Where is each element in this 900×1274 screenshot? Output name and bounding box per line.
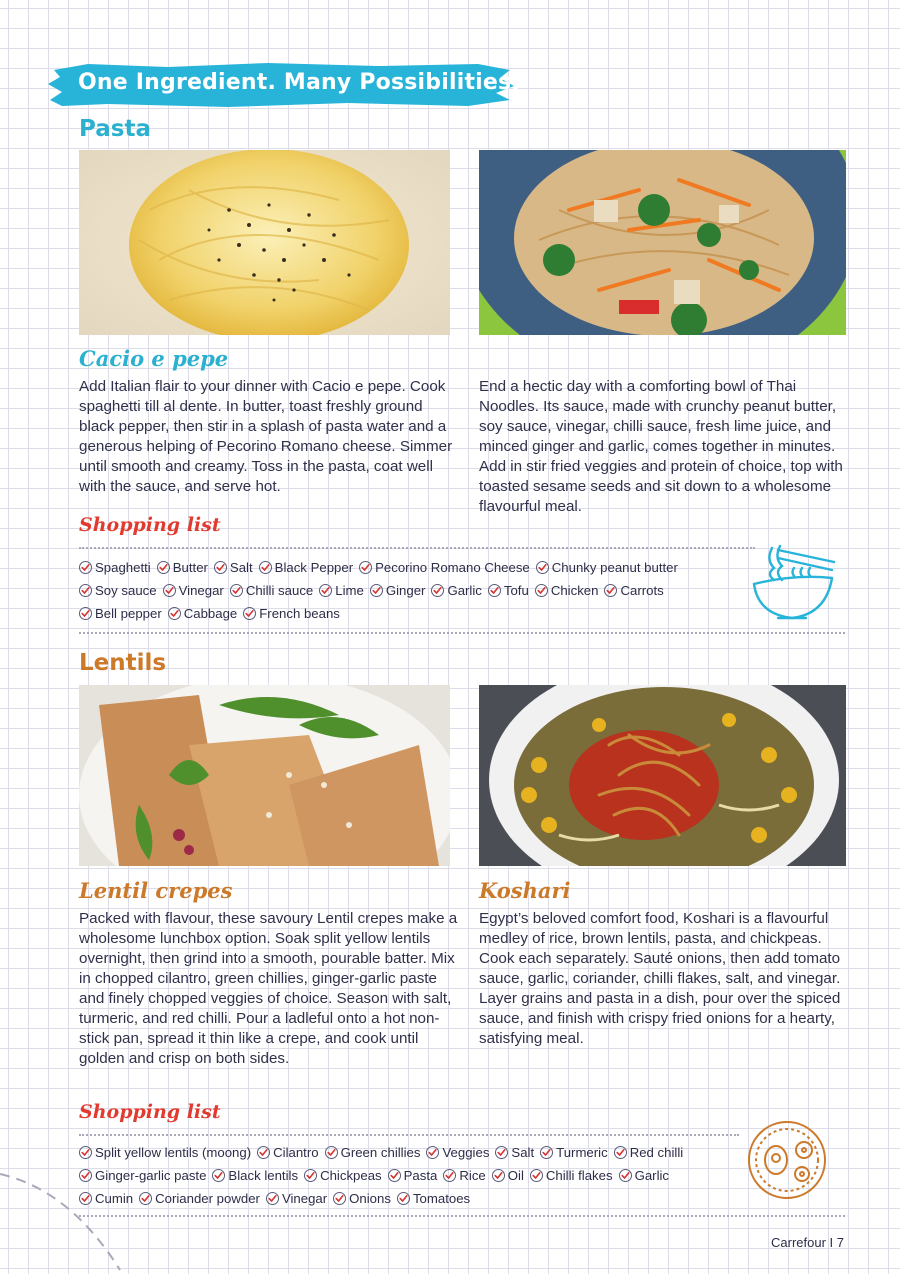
shopping-list-item xyxy=(359,560,530,575)
shopping-list-item-label: Ginger xyxy=(385,583,426,598)
banner-title: One Ingredient. Many Possibilities. xyxy=(78,70,520,95)
lentil-crepes-photo xyxy=(79,685,450,866)
shopping-list-item xyxy=(614,1145,684,1160)
shopping-list-item-label: Tomatoes xyxy=(412,1191,471,1206)
page-banner xyxy=(48,62,520,108)
shopping-list-item xyxy=(536,560,678,575)
check-circle-icon xyxy=(168,607,181,620)
shopping-list-item xyxy=(540,1145,608,1160)
shopping-list-item xyxy=(488,583,529,598)
shopping-list-pasta xyxy=(79,556,749,625)
shopping-list-item xyxy=(212,1168,298,1183)
shopping-list-item-label: Garlic xyxy=(447,583,482,598)
shopping-list-item-label: Chickpeas xyxy=(320,1168,382,1183)
shopping-list-item xyxy=(535,583,599,598)
check-circle-icon xyxy=(333,1192,346,1205)
shopping-list-item-label: Lime xyxy=(335,583,364,598)
check-circle-icon xyxy=(79,584,92,597)
shopping-list-item xyxy=(431,583,481,598)
check-circle-icon xyxy=(304,1169,317,1182)
shopping-list-item-label: Turmeric xyxy=(556,1145,608,1160)
check-circle-icon xyxy=(163,584,176,597)
check-circle-icon xyxy=(397,1192,410,1205)
shopping-list-item xyxy=(168,606,238,621)
shopping-list-item-label: Cumin xyxy=(95,1191,134,1206)
check-circle-icon xyxy=(266,1192,279,1205)
check-circle-icon xyxy=(319,584,332,597)
recipe-title-koshari: Koshari xyxy=(479,878,571,903)
shopping-list-item-label: Carrots xyxy=(620,583,664,598)
shopping-list-item-label: Oil xyxy=(507,1168,524,1183)
shopping-list-item-label: Black Pepper xyxy=(274,560,354,575)
shopping-list-item xyxy=(259,560,353,575)
check-circle-icon xyxy=(257,1146,270,1159)
shopping-list-item-label: Veggies xyxy=(442,1145,490,1160)
shopping-list-row xyxy=(79,1187,749,1210)
check-circle-icon xyxy=(157,561,170,574)
shopping-list-item-label: Garlic xyxy=(634,1168,670,1183)
shopping-list-item xyxy=(397,1191,470,1206)
shopping-list-item-label: Pasta xyxy=(403,1168,438,1183)
noodle-bowl-icon xyxy=(748,540,840,624)
divider-dotted xyxy=(79,1215,845,1217)
recipe-text-koshari: Egypt’s beloved comfort food, Koshari is a flavourful medley of rice, brown lentils, pasta, and chickpeas. Cook each separately. Sauté onions, then add tomato sauce, garlic, coriander, chilli flakes, salt, and vinegar. Layer grains and pasta in a dish, pour over the spiced sauce, and finish with crispy fried onions for a hearty, satisfying meal. xyxy=(479,910,841,1047)
shopping-list-item xyxy=(388,1168,438,1183)
shopping-list-item-label: Pecorino Romano Cheese xyxy=(375,560,530,575)
check-circle-icon xyxy=(388,1169,401,1182)
shopping-list-item xyxy=(79,583,157,598)
check-circle-icon xyxy=(536,561,549,574)
check-circle-icon xyxy=(139,1192,152,1205)
shopping-list-item xyxy=(443,1168,485,1183)
shopping-list-item xyxy=(370,583,426,598)
shopping-list-row xyxy=(79,1141,749,1164)
recipe-title-cacio-e-pepe: Cacio e pepe xyxy=(79,346,229,371)
shopping-list-item-label: Chunky peanut butter xyxy=(551,560,678,575)
shopping-list-item-label: Ginger-garlic paste xyxy=(95,1168,207,1183)
check-circle-icon xyxy=(614,1146,627,1159)
shopping-list-item-label: Cilantro xyxy=(273,1145,319,1160)
shopping-list-item-label: Green chillies xyxy=(340,1145,421,1160)
check-circle-icon xyxy=(535,584,548,597)
check-circle-icon xyxy=(370,584,383,597)
shopping-list-item-label: French beans xyxy=(259,606,340,621)
shopping-list-item xyxy=(79,560,151,575)
check-circle-icon xyxy=(79,1146,92,1159)
divider-dotted xyxy=(79,1134,739,1136)
shopping-list-item xyxy=(79,1145,251,1160)
shopping-list-item-label: Salt xyxy=(511,1145,535,1160)
check-circle-icon xyxy=(540,1146,553,1159)
check-circle-icon xyxy=(604,584,617,597)
check-circle-icon xyxy=(495,1146,508,1159)
shopping-list-lentils xyxy=(79,1141,749,1210)
shopping-list-item xyxy=(530,1168,613,1183)
thai-noodles-photo xyxy=(479,150,846,335)
shopping-list-item-label: Split yellow lentils (moong) xyxy=(95,1145,252,1160)
check-circle-icon xyxy=(79,561,92,574)
page-footer: Carrefour I 7 xyxy=(771,1235,844,1250)
shopping-list-title-lentils: Shopping list xyxy=(79,1101,221,1123)
shopping-list-item xyxy=(333,1191,391,1206)
shopping-list-item xyxy=(319,583,364,598)
shopping-list-item xyxy=(79,1191,133,1206)
shopping-list-item-label: Bell pepper xyxy=(95,606,162,621)
check-circle-icon xyxy=(426,1146,439,1159)
check-circle-icon xyxy=(243,607,256,620)
check-circle-icon xyxy=(488,584,501,597)
shopping-list-item xyxy=(426,1145,489,1160)
check-circle-icon xyxy=(359,561,372,574)
shopping-list-item-label: Soy sauce xyxy=(95,583,157,598)
check-circle-icon xyxy=(79,607,92,620)
shopping-list-item xyxy=(495,1145,534,1160)
check-circle-icon xyxy=(79,1169,92,1182)
shopping-list-item-label: Butter xyxy=(172,560,208,575)
check-circle-icon xyxy=(443,1169,456,1182)
shopping-list-title-pasta: Shopping list xyxy=(79,514,221,536)
shopping-list-item-label: Onions xyxy=(349,1191,391,1206)
section-title-lentils: Lentils xyxy=(79,650,167,676)
check-circle-icon xyxy=(530,1169,543,1182)
check-circle-icon xyxy=(212,1169,225,1182)
shopping-list-item-label: Chilli sauce xyxy=(245,583,314,598)
shopping-list-item-label: Cabbage xyxy=(183,606,238,621)
shopping-list-item-label: Tofu xyxy=(503,583,529,598)
shopping-list-item xyxy=(492,1168,524,1183)
shopping-list-row xyxy=(79,579,749,602)
recipe-text-thai-noodles: End a hectic day with a comforting bowl of Thai Noodles. Its sauce, made with crunchy peanut butter, soy sauce, vinegar, chilli sauce, fresh lime juice, and minced ginger and garlic, comes together in minutes. Add in stir fried veggies and protein of choice, top with toasted sesame seeds and sit down to a wholesome flavourful meal. xyxy=(479,378,843,515)
recipe-text-cacio-e-pepe: Add Italian flair to your dinner with Cacio e pepe. Cook spaghetti till al dente. In butter, toast freshly ground black pepper, then stir in a splash of pasta water and a generous helping of Pecorino Romano cheese. Simmer until smooth and creamy. Toss in the pasta, coat well with the sauce, and serve hot. xyxy=(79,378,453,495)
shopping-list-item xyxy=(214,560,253,575)
shopping-list-item-label: Rice xyxy=(459,1168,486,1183)
lentil-plate-icon xyxy=(744,1120,830,1200)
shopping-list-item-label: Vinegar xyxy=(178,583,224,598)
shopping-list-item xyxy=(79,606,162,621)
shopping-list-item xyxy=(163,583,224,598)
shopping-list-item xyxy=(257,1145,318,1160)
shopping-list-item-label: Spaghetti xyxy=(95,560,151,575)
shopping-list-item xyxy=(243,606,340,621)
shopping-list-row xyxy=(79,602,749,625)
shopping-list-row xyxy=(79,1164,749,1187)
check-circle-icon xyxy=(259,561,272,574)
section-title-pasta: Pasta xyxy=(79,116,151,142)
shopping-list-item-label: Red chilli xyxy=(629,1145,684,1160)
shopping-list-item-label: Vinegar xyxy=(281,1191,328,1206)
divider-dotted xyxy=(79,547,755,549)
recipe-text-lentil-crepes: Packed with flavour, these savoury Lentil crepes make a wholesome lunchbox option. Soak split yellow lentils overnight, then grind into a smooth, pourable batter. Mix in chopped cilantro, green chillies, ginger-garlic paste and finely chopped veggies of choice. Season with salt, turmeric, and red chilli. Pour a ladleful onto a hot non-stick pan, spread it thin like a crepe, and cook until golden and crisp on both sides. xyxy=(79,910,458,1067)
shopping-list-item xyxy=(304,1168,382,1183)
shopping-list-item-label: Coriander powder xyxy=(155,1191,260,1206)
check-circle-icon xyxy=(214,561,227,574)
shopping-list-item xyxy=(230,583,313,598)
shopping-list-item-label: Black lentils xyxy=(228,1168,299,1183)
koshari-photo xyxy=(479,685,846,866)
shopping-list-item xyxy=(266,1191,327,1206)
recipe-title-lentil-crepes: Lentil crepes xyxy=(79,878,233,903)
shopping-list-item-label: Salt xyxy=(229,560,253,575)
check-circle-icon xyxy=(230,584,243,597)
shopping-list-item xyxy=(157,560,208,575)
shopping-list-item xyxy=(619,1168,669,1183)
divider-dotted xyxy=(79,632,845,634)
check-circle-icon xyxy=(325,1146,338,1159)
check-circle-icon xyxy=(492,1169,505,1182)
check-circle-icon xyxy=(619,1169,632,1182)
shopping-list-item-label: Chicken xyxy=(550,583,599,598)
shopping-list-item xyxy=(604,583,663,598)
check-circle-icon xyxy=(431,584,444,597)
cacio-e-pepe-photo xyxy=(79,150,450,335)
shopping-list-item xyxy=(79,1168,206,1183)
shopping-list-row xyxy=(79,556,749,579)
shopping-list-item xyxy=(139,1191,260,1206)
shopping-list-item-label: Chilli flakes xyxy=(545,1168,613,1183)
shopping-list-item xyxy=(325,1145,421,1160)
check-circle-icon xyxy=(79,1192,92,1205)
